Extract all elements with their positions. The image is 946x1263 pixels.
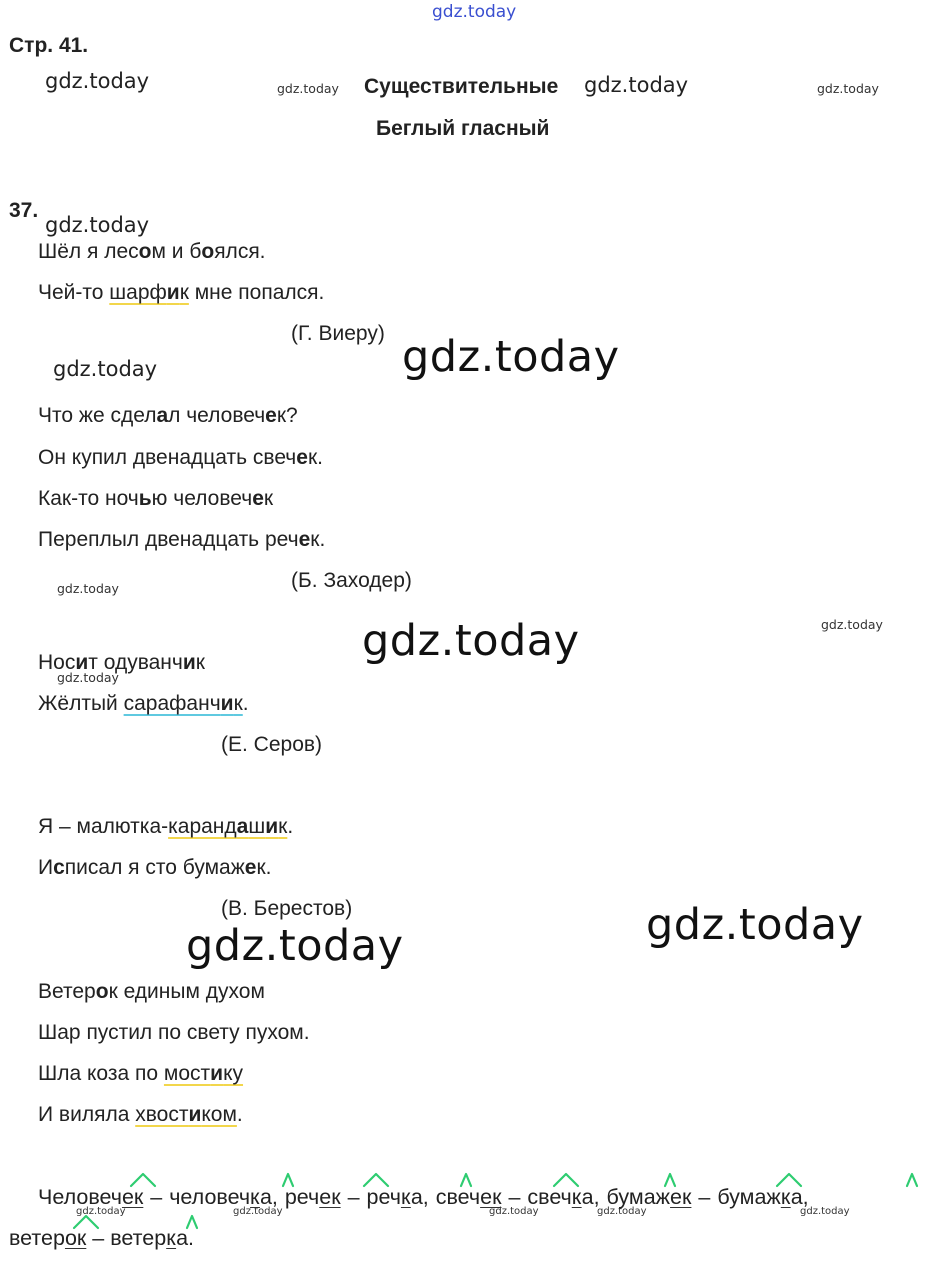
poem-author: (Г. Виеру) bbox=[291, 322, 385, 345]
watermark: gdz.today bbox=[57, 581, 119, 596]
watermark: gdz.today bbox=[817, 81, 879, 96]
watermark: gdz.today bbox=[277, 81, 339, 96]
page-label: Стр. 41. bbox=[9, 34, 89, 57]
watermark: gdz.today bbox=[584, 73, 689, 97]
poem-line: Ветерок единым духом bbox=[38, 980, 265, 1003]
poem-line: Исписал я сто бумажек. bbox=[38, 856, 272, 879]
poem-line: Переплыл двенадцать речек. bbox=[38, 528, 326, 551]
summary-line: ветерок – ветерка. bbox=[9, 1226, 195, 1250]
watermark: gdz.today bbox=[76, 1206, 126, 1217]
watermark: gdz.today bbox=[45, 69, 150, 93]
poem-line: Он купил двенадцать свечек. bbox=[38, 446, 323, 469]
watermark: gdz.today bbox=[646, 900, 864, 950]
poem-line: Я – малютка-карандашик. bbox=[38, 815, 294, 838]
poem-line: Чей-то шарфик мне попался. bbox=[38, 281, 325, 304]
watermark: gdz.today bbox=[233, 1206, 283, 1217]
watermark: gdz.today bbox=[821, 617, 883, 632]
poem-line: Как-то ночью человечек bbox=[38, 487, 274, 510]
watermark: gdz.today bbox=[800, 1206, 850, 1217]
exercise-number: 37. bbox=[9, 199, 39, 222]
poem-author: (В. Берестов) bbox=[221, 897, 353, 920]
watermark: gdz.today bbox=[597, 1206, 647, 1217]
top-watermark: gdz.today bbox=[432, 2, 517, 22]
watermark: gdz.today bbox=[186, 921, 404, 971]
watermark: gdz.today bbox=[362, 616, 580, 666]
poem-line: Шла коза по мостику bbox=[38, 1062, 244, 1085]
poem-line: Жёлтый сарафанчик. bbox=[38, 692, 249, 715]
watermark: gdz.today bbox=[45, 213, 150, 237]
watermark: gdz.today bbox=[57, 670, 119, 685]
section-title: Существительные bbox=[364, 75, 559, 98]
watermark: gdz.today bbox=[489, 1206, 539, 1217]
poem-line: Что же сделал человечек? bbox=[38, 404, 298, 427]
poem-line: Носит одуванчик bbox=[38, 651, 205, 674]
watermark: gdz.today bbox=[53, 357, 158, 381]
poem-line: Шёл я лесом и боялся. bbox=[38, 240, 266, 263]
section-subtitle: Беглый гласный bbox=[376, 117, 550, 140]
poem-line: Шар пустил по свету пухом. bbox=[38, 1021, 310, 1044]
poem-line: И виляла хвостиком. bbox=[38, 1103, 243, 1126]
poem-author: (Б. Заходер) bbox=[291, 569, 412, 592]
poem-author: (Е. Серов) bbox=[221, 733, 323, 756]
suffix-mark-icon bbox=[907, 1174, 917, 1186]
summary-line: Человечек – человечка, речек – речка, свечек – свечка, бумажек – бумажка, bbox=[38, 1185, 809, 1209]
watermark: gdz.today bbox=[402, 332, 620, 382]
